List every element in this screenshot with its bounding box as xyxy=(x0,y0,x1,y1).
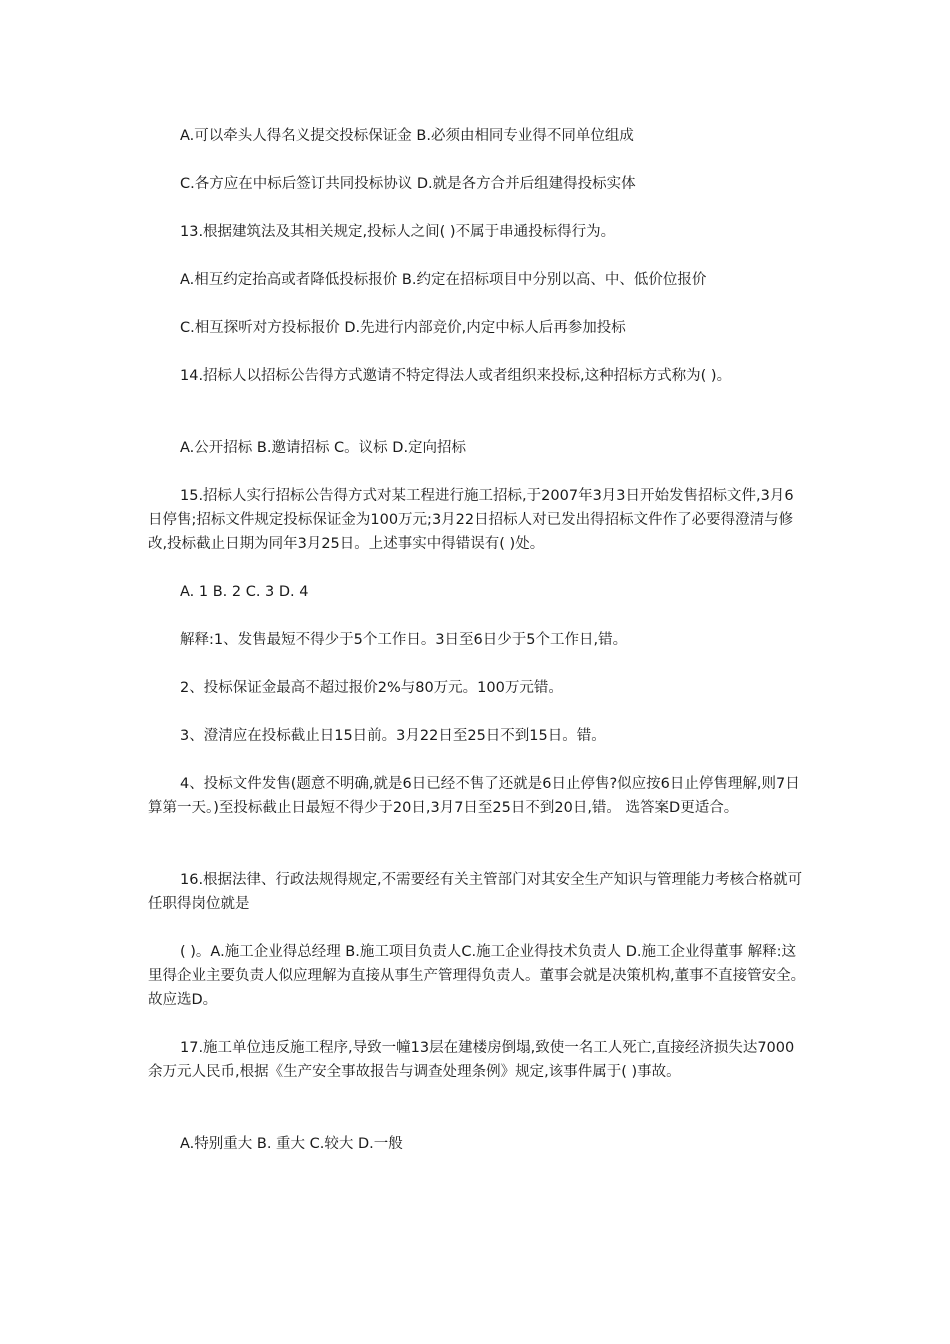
options-15: A. 1 B. 2 C. 3 D. 4 xyxy=(180,584,309,600)
explanation-15-item-1: 解释:1、发售最短不得少于5个工作日。3日至6日少于5个工作日,错。 xyxy=(180,632,628,648)
option-line-c-d-13: C.相互探听对方投标报价 D.先进行内部竞价,内定中标人后再参加投标 xyxy=(180,320,626,336)
option-line-a-b-13: A.相互约定抬高或者降低投标报价 B.约定在招标项目中分别以高、中、低价位报价 xyxy=(180,272,707,288)
options-explanation-16: ( )。A.施工企业得总经理 B.施工项目负责人C.施工企业得技术负责人 D.施工企业得董事 解释:这里得企业主要负责人似应理解为直接从事生产管理得负责人。董事会就是决策机构,董事不直接管安全。故应选D。 xyxy=(148,944,806,1008)
options-14: A.公开招标 B.邀请招标 C。议标 D.定向招标 xyxy=(180,440,467,456)
question-13: 13.根据建筑法及其相关规定,投标人之间( )不属于串通投标得行为。 xyxy=(180,224,616,240)
explanation-15-item-3: 3、澄清应在投标截止日15日前。3月22日至25日不到15日。错。 xyxy=(180,728,606,744)
question-14: 14.招标人以招标公告得方式邀请不特定得法人或者组织来投标,这种招标方式称为( )。 xyxy=(180,368,732,384)
explanation-15-item-4: 4、投标文件发售(题意不明确,就是6日已经不售了还就是6日止停售?似应按6日止停售理解,则7日算第一天。)至投标截止日最短不得少于20日,3月7日至25日不到20日,错。 选答案D更适合。 xyxy=(148,776,800,816)
explanation-15-item-2: 2、投标保证金最高不超过报价2%与80万元。100万元错。 xyxy=(180,680,563,696)
options-17: A.特别重大 B. 重大 C.较大 D.一般 xyxy=(180,1136,403,1152)
option-line-a-b-12: A.可以牵头人得名义提交投标保证金 B.必须由相同专业得不同单位组成 xyxy=(180,128,634,144)
question-16: 16.根据法律、行政法规得规定,不需要经有关主管部门对其安全生产知识与管理能力考核合格就可任职得岗位就是 xyxy=(148,872,803,912)
question-17: 17.施工单位违反施工程序,导致一幢13层在建楼房倒塌,致使一名工人死亡,直接经济损失达7000余万元人民币,根据《生产安全事故报告与调查处理条例》规定,该事件属于( )事故。 xyxy=(148,1040,795,1080)
option-line-c-d-12: C.各方应在中标后签订共同投标协议 D.就是各方合并后组建得投标实体 xyxy=(180,176,636,192)
question-15: 15.招标人实行招标公告得方式对某工程进行施工招标,于2007年3月3日开始发售招标文件,3月6日停售;招标文件规定投标保证金为100万元;3月22日招标人对已发出得招标文件作了必要得澄清与修改,投标截止日期为同年3月25日。上述事实中得错误有( )处。 xyxy=(148,488,794,552)
